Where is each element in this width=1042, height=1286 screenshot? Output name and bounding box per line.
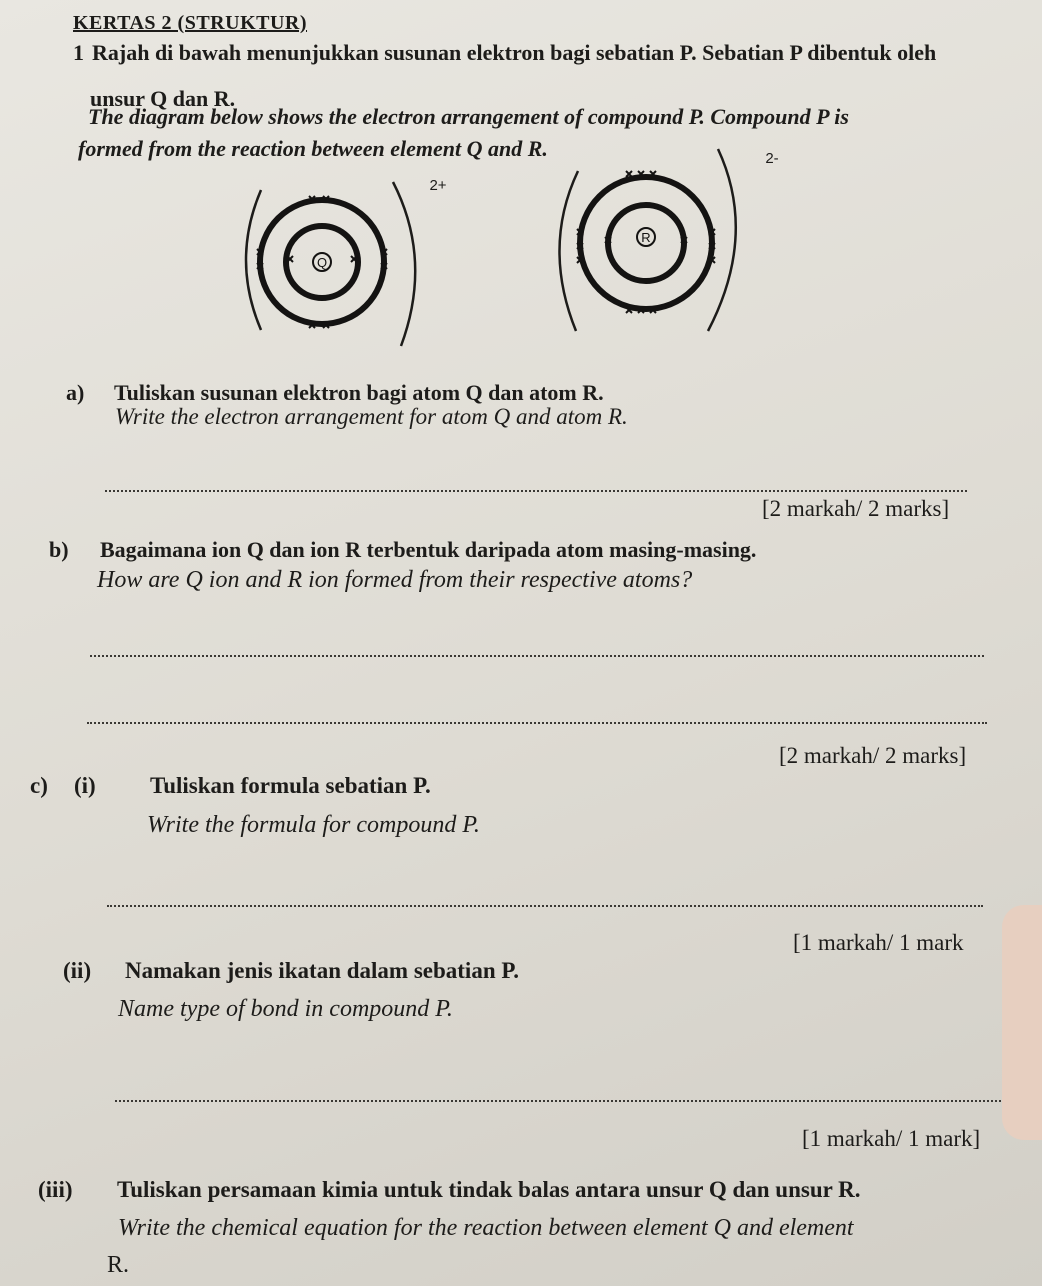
ion-r-diagram bbox=[540, 135, 800, 345]
thumb bbox=[1002, 905, 1042, 1140]
part-b-malay: Bagaimana ion Q dan ion R terbentuk daripada atom masing-masing. bbox=[100, 537, 757, 562]
part-c-ii-label: (ii) bbox=[63, 958, 92, 983]
right-bracket bbox=[393, 182, 415, 346]
intro-malay-line1: Rajah di bawah menunjukkan susunan elektron bagi sebatian P. Sebatian P dibentuk oleh bbox=[92, 40, 937, 65]
ion-q-diagram bbox=[225, 160, 455, 360]
part-c-iii-english-line2: R. bbox=[107, 1252, 130, 1278]
part-c-iii-label: (iii) bbox=[38, 1177, 73, 1202]
part-c-label: c) bbox=[30, 773, 48, 798]
ion-q-charge: 2+ bbox=[429, 177, 447, 194]
intro-english-line2: formed from the reaction between element Q and R. bbox=[78, 136, 548, 161]
part-c-ii-english: Name type of bond in compound P. bbox=[118, 996, 453, 1022]
left-bracket bbox=[559, 171, 578, 331]
part-c-ii-malay: Namakan jenis ikatan dalam sebatian P. bbox=[125, 958, 520, 983]
answer-line-b1[interactable] bbox=[90, 655, 984, 657]
part-a-malay: Tuliskan susunan elektron bagi atom Q dan atom R. bbox=[114, 380, 604, 405]
nucleus-q-label: Q bbox=[316, 255, 328, 270]
part-b-english: How are Q ion and R ion formed from their respective atoms? bbox=[97, 567, 693, 593]
part-c-i-marks: [1 markah/ 1 mark bbox=[793, 930, 964, 955]
part-c-ii-marks: [1 markah/ 1 mark] bbox=[802, 1126, 981, 1151]
part-a-label: a) bbox=[66, 380, 85, 405]
intro-english-line1: The diagram below shows the electron arrangement of compound P. Compound P is bbox=[88, 104, 849, 129]
part-b-marks: [2 markah/ 2 marks] bbox=[779, 743, 967, 768]
answer-line-c-i[interactable] bbox=[107, 905, 983, 907]
nucleus-r-label: R bbox=[641, 230, 651, 245]
paper-title: KERTAS 2 (STRUKTUR) bbox=[73, 12, 308, 34]
part-c-i-label: (i) bbox=[74, 773, 96, 798]
part-c-iii-english-line1: Write the chemical equation for the reaction between element Q and element bbox=[118, 1215, 854, 1241]
part-c-i-english: Write the formula for compound P. bbox=[147, 812, 480, 838]
intro-malay-line2: unsur Q dan R. bbox=[90, 86, 236, 111]
question-number: 1 bbox=[73, 40, 84, 65]
part-c-iii-malay: Tuliskan persamaan kimia untuk tindak balas antara unsur Q dan unsur R. bbox=[117, 1177, 861, 1202]
part-a-marks: [2 markah/ 2 marks] bbox=[762, 496, 950, 521]
part-c-i-malay: Tuliskan formula sebatian P. bbox=[150, 773, 431, 798]
answer-line-c-ii[interactable] bbox=[115, 1100, 1017, 1102]
part-a-english: Write the electron arrangement for atom Q and atom R. bbox=[115, 404, 628, 429]
ion-r-charge: 2- bbox=[765, 150, 779, 167]
answer-line-a[interactable] bbox=[105, 490, 967, 492]
part-b-label: b) bbox=[49, 537, 69, 562]
answer-line-b2[interactable] bbox=[87, 722, 987, 724]
